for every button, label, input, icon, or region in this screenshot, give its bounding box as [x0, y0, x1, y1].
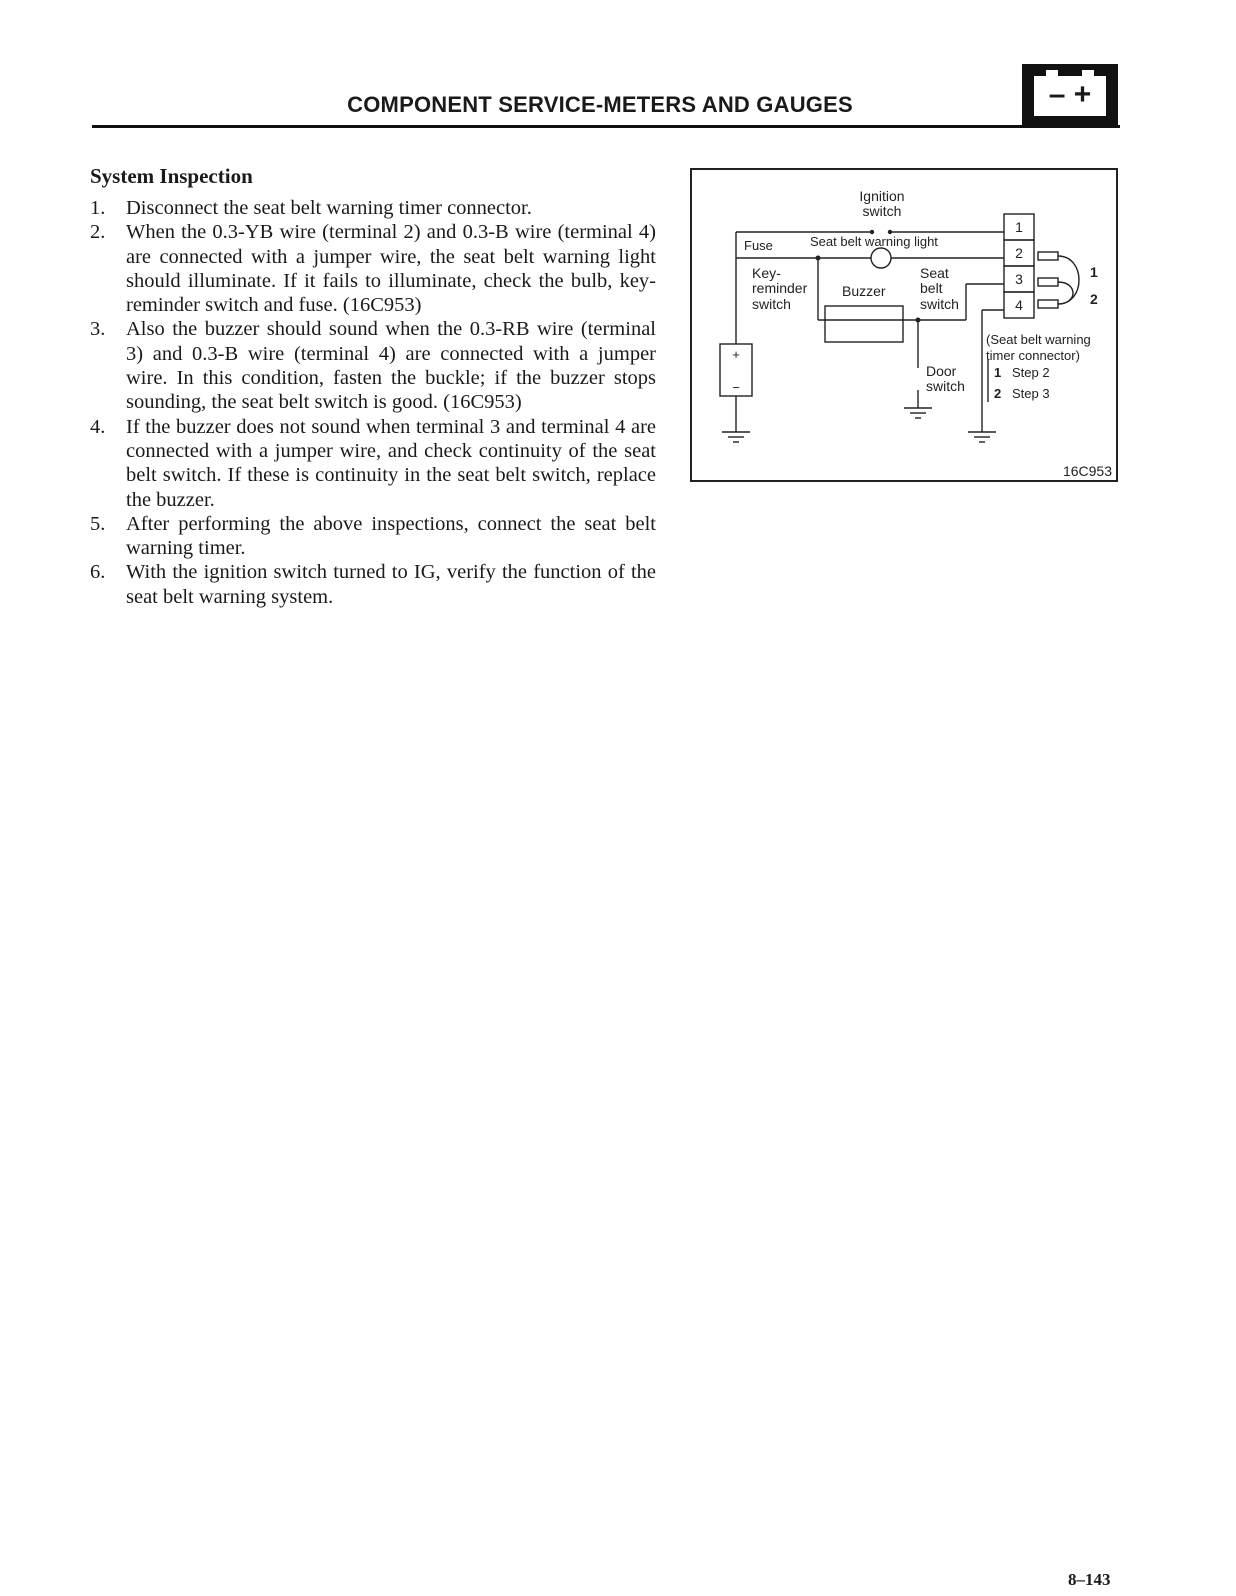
step-number: 1.: [90, 197, 106, 219]
buzzer-label: Buzzer: [842, 283, 886, 299]
key-reminder-label-1: Key-: [752, 265, 781, 281]
legend-number: 2: [994, 386, 1002, 401]
jumper-1-label: 1: [1090, 264, 1098, 280]
terminal-2-label: 2: [1015, 245, 1023, 261]
seat-belt-switch-label-1: Seat: [920, 265, 949, 281]
battery-section-badge: [1022, 64, 1118, 126]
door-switch-label-1: Door: [926, 363, 957, 379]
section-heading: System Inspection: [90, 164, 253, 188]
wiring-diagram-svg: [692, 170, 1120, 484]
step-item: [90, 220, 656, 317]
step-number: 4.: [90, 415, 106, 438]
header-rule: [92, 125, 1120, 128]
figure-id-label: 16C953: [1062, 463, 1112, 479]
terminal-1-label: 1: [1015, 219, 1023, 235]
step-item: [90, 560, 656, 609]
step-text: With the ignition switch turned to IG, verify the function of the seat belt warning system.: [126, 561, 656, 608]
step-number: 3.: [90, 318, 106, 341]
step-item: [90, 415, 656, 512]
inspection-steps-list: [90, 196, 656, 609]
seat-belt-switch-label-3: switch: [920, 296, 959, 312]
legend-text: Step 3: [1012, 386, 1050, 401]
battery-plus-label: +: [732, 347, 740, 362]
seat-belt-switch-label-2: belt: [920, 280, 943, 296]
step-item: [90, 512, 656, 561]
ignition-label-1: Ignition: [859, 188, 905, 204]
step-text: If the buzzer does not sound when terminal 3 and terminal 4 are connected with a jumper wire, and check continuity of the seat belt switch. If these is continuity in the seat belt switch, replace the buzzer.: [126, 415, 656, 511]
legend-text: Step 2: [1012, 365, 1050, 380]
ignition-label-2: switch: [862, 203, 902, 219]
legend-number: 1: [994, 365, 1002, 380]
key-reminder-label-2: reminder: [752, 280, 808, 296]
jumper-2-label: 2: [1090, 291, 1098, 307]
terminal-3-label: 3: [1015, 271, 1023, 287]
step-item: [90, 317, 656, 414]
connector-label-1: (Seat belt warning: [986, 332, 1091, 347]
wiring-diagram: [690, 168, 1118, 482]
step-item: [90, 196, 656, 220]
battery-minus-label: −: [732, 380, 740, 395]
warning-light-label: Seat belt warning light: [810, 234, 938, 249]
door-switch-label-2: switch: [926, 378, 965, 394]
battery-icon: – +: [1034, 76, 1106, 116]
step-number: 5.: [90, 512, 106, 535]
step-number: 6.: [90, 561, 106, 584]
page-header-title: COMPONENT SERVICE-METERS AND GAUGES: [347, 92, 853, 117]
fuse-label: Fuse: [744, 238, 773, 253]
step-text: When the 0.3-YB wire (terminal 2) and 0.3-B wire (terminal 4) are connected with a jumper wire, the seat belt warning light should illuminate. If it fails to illuminate, check the bulb, key-reminder switch and fuse. (16C953): [126, 221, 656, 317]
step-text: Disconnect the seat belt warning timer connector.: [126, 197, 532, 219]
terminal-4-label: 4: [1015, 297, 1023, 313]
page-number: 8–143: [1068, 1570, 1111, 1589]
step-text: After performing the above inspections, connect the seat belt warning timer.: [126, 512, 656, 560]
connector-label-2: timer connector): [986, 348, 1080, 363]
step-text: Also the buzzer should sound when the 0.3-RB wire (terminal 3) and 0.3-B wire (terminal 4) are connected with a jumper wire. In this condition, fasten the buckle; if the buzzer stops sounding, the seat belt switch is good. (16C953): [126, 318, 656, 414]
key-reminder-label-3: switch: [752, 296, 791, 312]
step-number: 2.: [90, 221, 106, 244]
